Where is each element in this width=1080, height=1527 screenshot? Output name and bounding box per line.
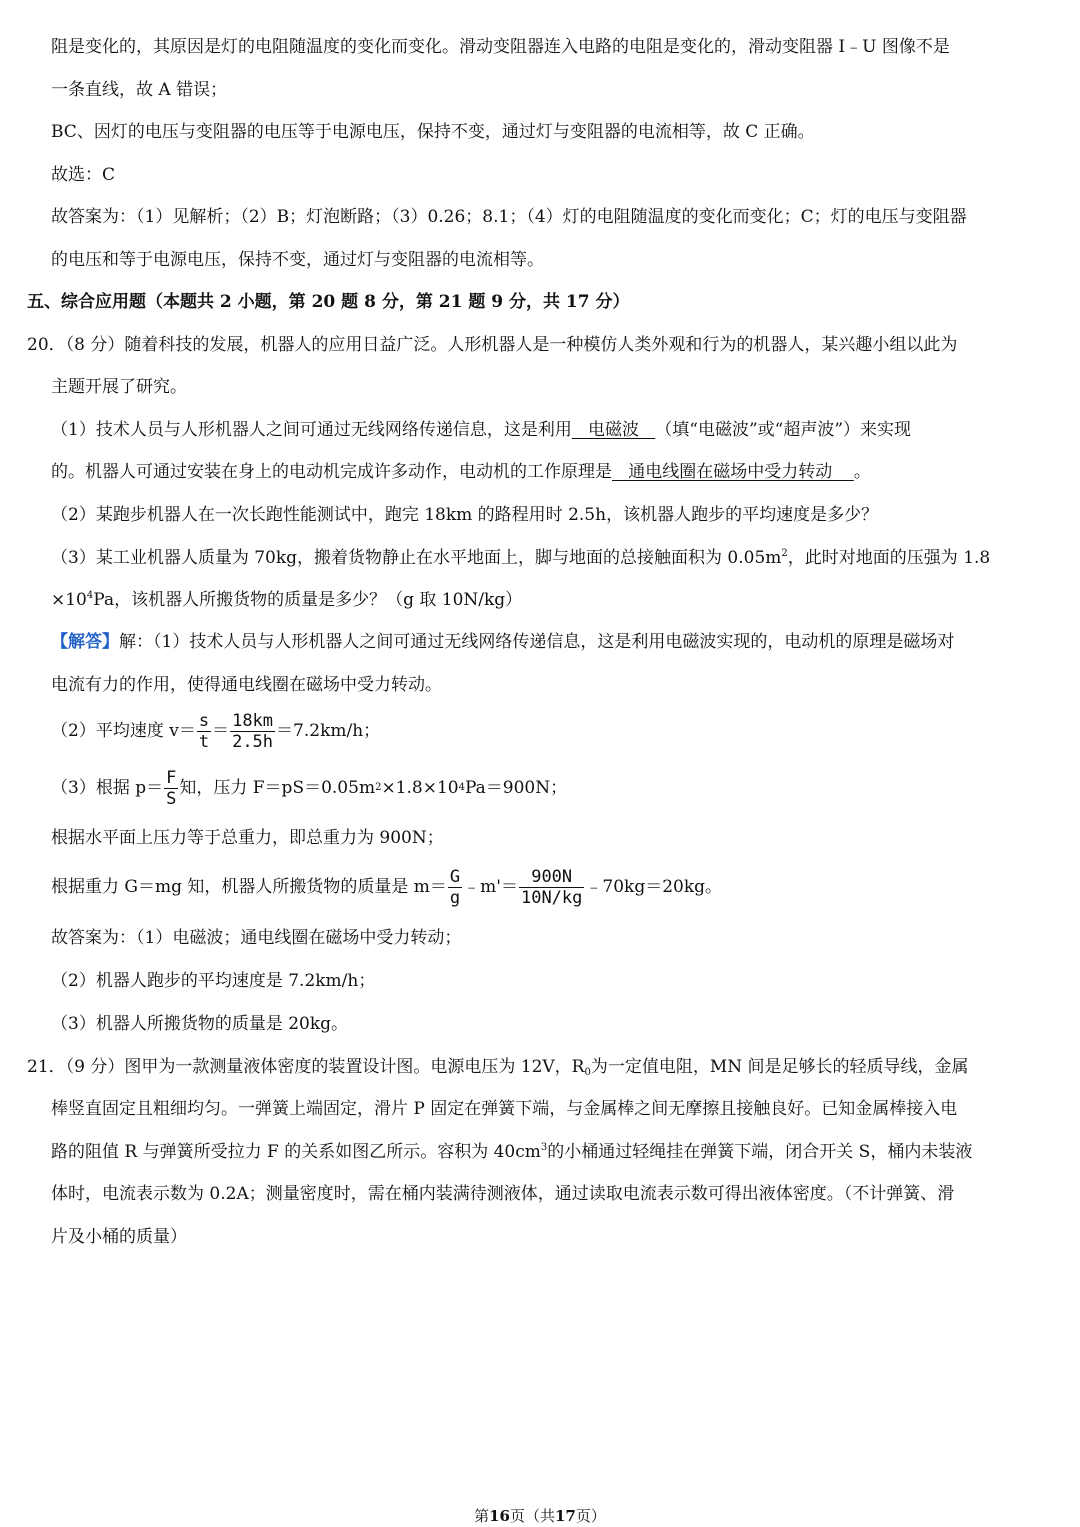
text-run: Pa，该机器人所搬货物的质量是多少？（g 取 10N/kg） — [93, 590, 523, 610]
answer-tag: 【解答】 — [51, 632, 119, 652]
denominator: 2.5h — [232, 731, 274, 752]
question-20-part-2: （2）某跑步机器人在一次长跑性能测试中，跑完 18km 的路程用时 2.5h，该机器人跑步的平均速度是多少？ — [51, 505, 879, 525]
text-line: BC、因灯的电压与变阻器的电压等于电源电压，保持不变，通过灯与变阻器的电流相等，故 C 正确。 — [51, 122, 815, 142]
text-run: 21．（9 分）图甲为一款测量液体密度的装置设计图。电源电压为 12V，R — [27, 1057, 585, 1077]
section-title: 五、综合应用题（本题共 2 小题，第 20 题 8 分，第 21 题 9 分，共 17 分） — [27, 292, 630, 312]
answer-pressure-formula: （3）根据 p＝ $\frac{F}{S}$ 知，压力 F＝pS＝0.05m 2 ×1.8×10 4 Pa＝900N； — [51, 767, 568, 809]
answer-mass-formula — [51, 863, 722, 911]
question-20-stem: 20．（8 分）随着科技的发展，机器人的应用日益广泛。人形机器人是一种模仿人类外观和行为的机器人，某兴趣小组以此为 — [27, 335, 958, 355]
answer-blank: 电磁波 — [571, 420, 656, 440]
fraction — [164, 768, 178, 809]
question-20-part-1-cont — [51, 460, 871, 484]
numerator: s — [198, 710, 210, 731]
denominator: 10N/kg — [520, 887, 583, 908]
fraction — [448, 867, 462, 908]
text-run: 页） — [575, 1507, 606, 1525]
page-number: 16 — [489, 1507, 510, 1525]
text-run: （填“电磁波”或“超声波”）来实现 — [655, 420, 912, 440]
answer-speed-formula — [51, 707, 380, 755]
answer-line: 电流有力的作用，使得通电线圈在磁场中受力转动。 — [51, 675, 442, 695]
denominator: S — [166, 788, 177, 809]
question-21-line: 棒竖直固定且粗细均匀。一弹簧上端固定，滑片 P 固定在弹簧下端，与金属棒之间无摩擦且接触良好。已知金属棒接入电 — [51, 1099, 958, 1119]
fraction — [519, 867, 584, 908]
question-20-part-3-cont — [51, 588, 522, 612]
fraction — [197, 711, 211, 752]
fraction — [230, 711, 275, 752]
text-run: 知，压力 F＝pS＝0.05m — [179, 778, 376, 798]
question-21-line: 体时，电流表示数为 0.2A；测量密度时，需在桶内装满待测液体，通过读取电流表示数可得出液体密度。（不计弹簧、滑 — [51, 1184, 955, 1204]
text-run: 。 — [853, 462, 871, 482]
text-run: ﹣70kg＝20kg。 — [585, 877, 723, 897]
text-run: Pa＝900N； — [464, 778, 568, 798]
numerator: 900N — [519, 867, 584, 888]
answer-line: 故答案为：（1）电磁波；通电线圈在磁场中受力转动； — [51, 928, 462, 948]
answer-line: （3）机器人所搬货物的质量是 20kg。 — [51, 1014, 349, 1034]
numerator: G — [449, 866, 461, 887]
denominator: t — [198, 731, 210, 752]
text-line: 一条直线，故 A 错误； — [51, 80, 228, 100]
text-run: 的。机器人可通过安装在身上的电动机完成许多动作，电动机的工作原理是 — [51, 462, 612, 482]
text-run: ×1.8×10 — [381, 778, 459, 798]
text-run: 解：（1）技术人员与人形机器人之间可通过无线网络传递信息，这是利用电磁波实现的，电动机的原理是磁场对 — [119, 632, 955, 652]
text-line: 故答案为：（1）见解析；（2）B；灯泡断路；（3）0.26；8.1；（4）灯的电阻随温度的变化而变化；C；灯的电压与变阻器 — [51, 207, 967, 227]
text-run: 根据重力 G＝mg 知，机器人所搬货物的质量是 m＝ — [51, 877, 447, 897]
text-run: （3）根据 p＝ — [51, 778, 164, 798]
answer-line: （2）机器人跑步的平均速度是 7.2km/h； — [51, 971, 376, 991]
subscript: 0 — [584, 1067, 591, 1078]
text-run: ，此时对地面的压强为 1.8 — [787, 548, 991, 568]
question-20-stem-cont: 主题开展了研究。 — [51, 377, 187, 397]
text-run: 路的阻值 R 与弹簧所受拉力 F 的关系如图乙所示。容积为 40cm — [51, 1142, 541, 1162]
page-total: 17 — [555, 1507, 576, 1525]
text-run: ×10 — [51, 590, 87, 610]
text-line: 阻是变化的，其原因是灯的电阻随温度的变化而变化。滑动变阻器连入电路的电阻是变化的，滑动变阻器 I﹣U 图像不是 — [51, 37, 950, 57]
text-run: 第 — [474, 1507, 490, 1525]
question-21-line: 片及小桶的质量） — [51, 1227, 187, 1247]
text-run: （3）某工业机器人质量为 70kg，搬着货物静止在水平地面上，脚与地面的总接触面积为 0.05m — [51, 548, 782, 568]
text-line: 故选：C — [51, 165, 116, 185]
text-run: ＝ — [212, 721, 230, 741]
answer-line — [51, 630, 954, 654]
question-21-line — [51, 1140, 972, 1164]
superscript: 4 — [86, 590, 94, 601]
text-run: 为一定值电阻，MN 间是足够长的轻质导线，金属 — [590, 1057, 969, 1077]
question-20-part-3 — [51, 546, 990, 570]
text-run: ﹣m'＝ — [463, 877, 518, 897]
numerator: 18km — [232, 710, 274, 731]
text-run: 页（共 — [509, 1507, 555, 1525]
question-21-stem — [27, 1055, 969, 1079]
denominator: g — [449, 887, 461, 908]
page-footer — [0, 1505, 1080, 1527]
text-run: （1）技术人员与人形机器人之间可通过无线网络传递信息，这是利用 — [51, 420, 572, 440]
text-run: （2）平均速度 v＝ — [51, 721, 196, 741]
superscript: 2 — [781, 548, 788, 559]
answer-line: 根据水平面上压力等于总重力，即总重力为 900N； — [51, 828, 444, 848]
text-run: 的小桶通过轻绳挂在弹簧下端，闭合开关 S，桶内未装液 — [547, 1142, 973, 1162]
numerator: F — [166, 767, 177, 788]
text-line: 的电压和等于电源电压，保持不变，通过灯与变阻器的电流相等。 — [51, 250, 544, 270]
question-20-part-1 — [51, 418, 911, 442]
answer-blank: 通电线圈在磁场中受力转动 — [612, 462, 854, 482]
superscript: 3 — [540, 1142, 548, 1153]
text-run: ＝7.2km/h； — [276, 721, 381, 741]
